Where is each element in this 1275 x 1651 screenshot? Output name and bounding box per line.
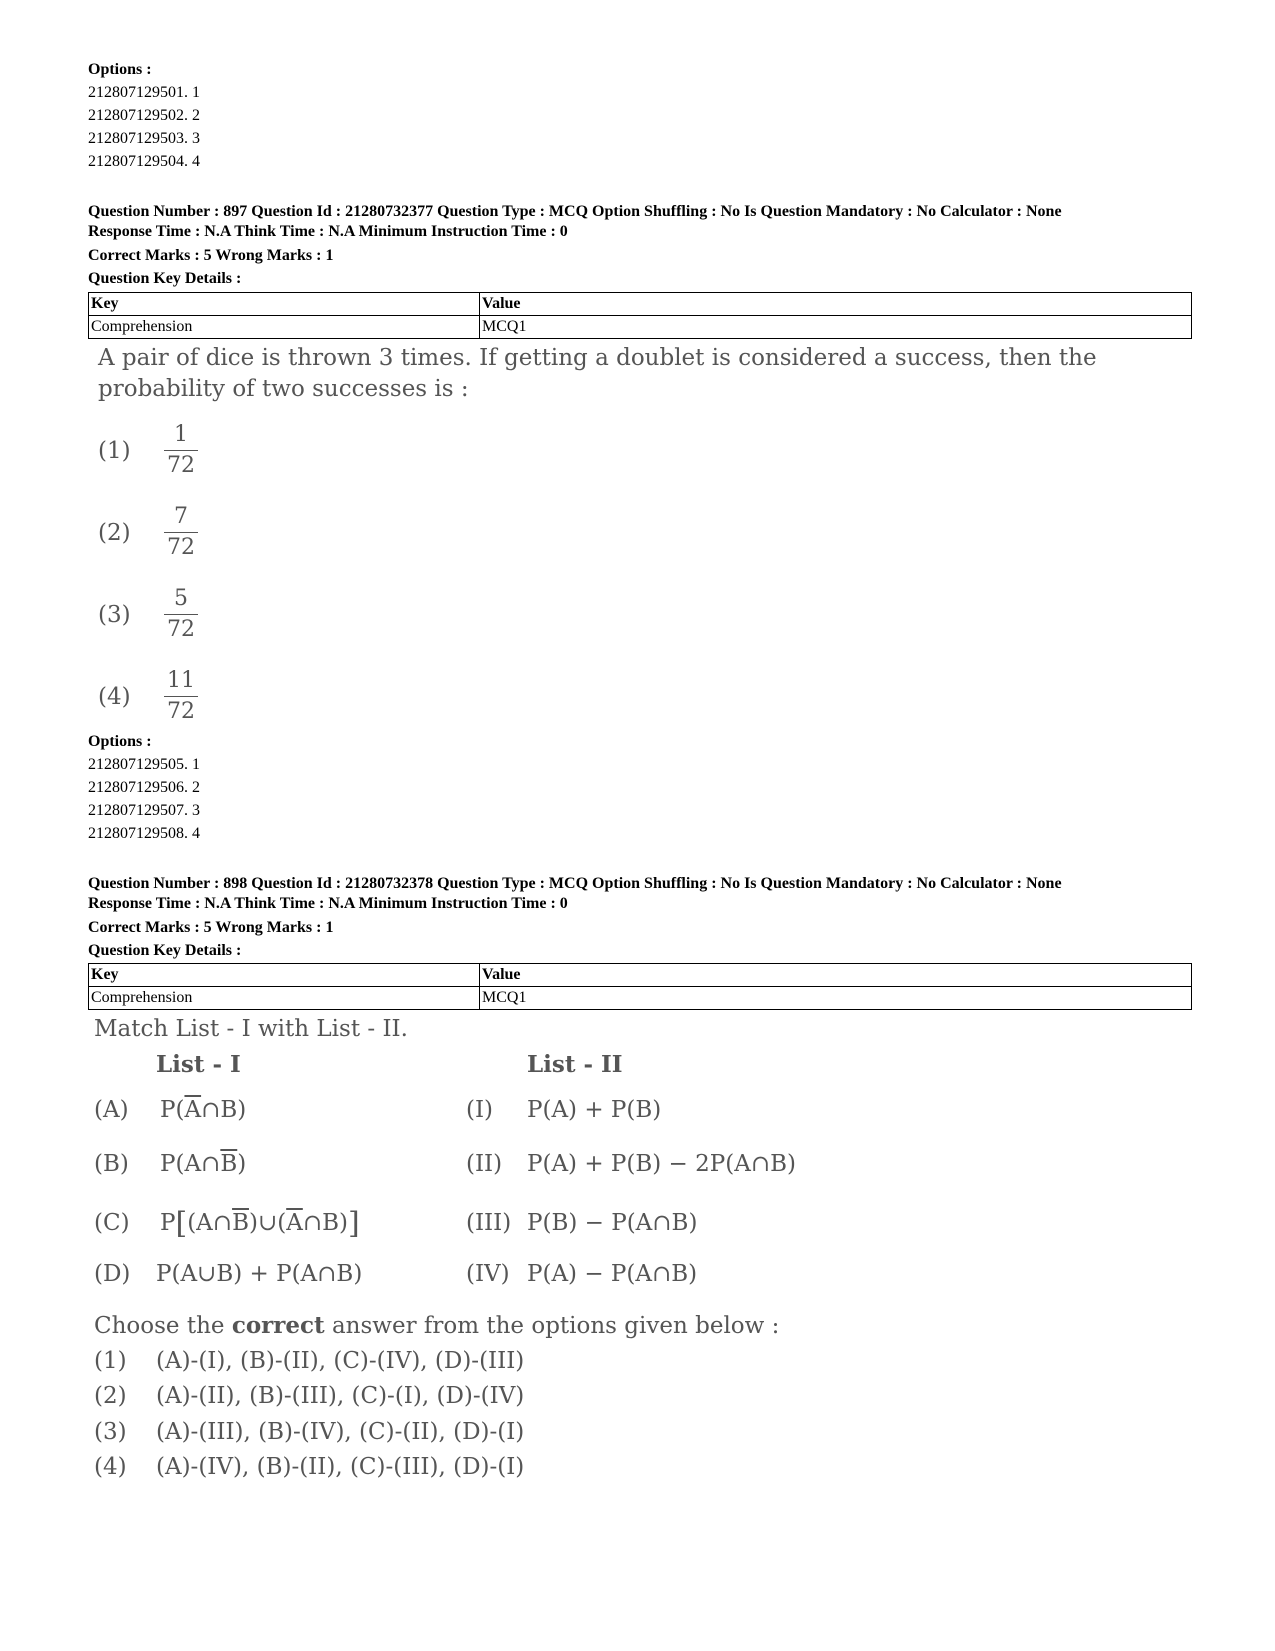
expr-d: P(A∪B) + P(A∩B) [156,1261,363,1287]
choose-post: answer from the options given below : [324,1313,780,1339]
q897-meta-line2: Response Time : N.A Think Time : N.A Minimum Instruction Time : 0 [88,223,568,240]
denominator: 72 [167,617,195,642]
expr-ii: P(A) + P(B) − 2P(A∩B) [527,1151,796,1177]
value-cell: MCQ1 [480,987,1192,1010]
option-line: 212807129502. 2 [88,107,200,124]
q898-marks-block [88,916,333,962]
answer-text: (A)-(III), (B)-(IV), (C)-(II), (D)-(I) [156,1419,525,1445]
expr-b: $P(A\cap\overline{B})$ [160,1151,247,1177]
row-label-d: (D) [94,1261,131,1287]
value-header: Value [480,293,1192,316]
fraction [164,586,198,643]
fraction [164,504,198,561]
expr-iii: P(B) − P(A∩B) [527,1210,698,1236]
row-label-a: (A) [94,1097,129,1123]
row-label-iii: (III) [466,1210,512,1236]
top-options [88,58,200,173]
answer-text: (A)-(II), (B)-(III), (C)-(I), (D)-(IV) [156,1383,525,1409]
choice-number: (1) [98,438,131,464]
answer-text: (A)-(I), (B)-(II), (C)-(IV), (D)-(III) [156,1348,525,1374]
q898-meta-line1: Question Number : 898 Question Id : 21280732378 Question Type : MCQ Option Shuffling : No Is Question Mandatory : No Calculator : None [88,875,1062,892]
q898-key-table [88,963,1192,1010]
options-heading: Options : [88,61,152,78]
key-cell: Comprehension [89,987,480,1010]
q898-meta-line2: Response Time : N.A Think Time : N.A Minimum Instruction Time : 0 [88,895,568,912]
key-header: Key [89,964,480,987]
expr-i: P(A) + P(B) [527,1097,662,1123]
q897-marks-block [88,244,333,290]
option-line: 212807129503. 3 [88,130,200,147]
answer-text: (A)-(IV), (B)-(II), (C)-(III), (D)-(I) [156,1454,525,1480]
q897-meta-line1: Question Number : 897 Question Id : 21280732377 Question Type : MCQ Option Shuffling : No Is Question Mandatory : No Calculator : None [88,203,1062,220]
expr-c: $P[(A\cap\overline{B})\cup(\overline{A}\cap B)]$ [160,1206,360,1241]
choice-number: (2) [98,520,131,546]
expr-a: $P(\overline{A}\cap B)$ [160,1097,247,1123]
q897-options [88,730,200,845]
answer-number: (4) [94,1454,127,1480]
numerator: 5 [174,586,188,611]
q897-marks: Correct Marks : 5 Wrong Marks : 1 [88,247,334,264]
row-label-ii: (II) [466,1151,503,1177]
choice-number: (3) [98,602,131,628]
value-cell: MCQ1 [480,316,1192,339]
option-line: 212807129504. 4 [88,153,200,170]
q898-marks: Correct Marks : 5 Wrong Marks : 1 [88,919,334,936]
choose-instruction [94,1312,779,1339]
answer-number: (1) [94,1348,127,1374]
list2-title: List - II [527,1051,623,1078]
option-line: 212807129506. 2 [88,779,200,796]
options-heading: Options : [88,733,152,750]
q897-key-details: Question Key Details : [88,270,242,287]
choose-pre: Choose the [94,1313,232,1339]
q897-key-table [88,292,1192,339]
choice-number: (4) [98,684,131,710]
denominator: 72 [167,699,195,724]
answer-number: (3) [94,1419,127,1445]
option-line: 212807129501. 1 [88,84,200,101]
list1-title: List - I [156,1051,241,1078]
key-header: Key [89,293,480,316]
row-label-iv: (IV) [466,1261,510,1287]
q897-question-text: A pair of dice is thrown 3 times. If getting a doublet is considered a success, then the probability of two successes is : [98,345,1097,402]
fraction [164,668,198,725]
numerator: 7 [174,504,188,529]
numerator: 11 [167,668,195,693]
option-line: 212807129507. 3 [88,802,200,819]
row-label-b: (B) [94,1151,129,1177]
answer-number: (2) [94,1383,127,1409]
row-label-i: (I) [466,1097,494,1123]
key-cell: Comprehension [89,316,480,339]
choose-bold: correct [231,1312,325,1339]
fraction [164,422,198,479]
q898-key-details: Question Key Details : [88,942,242,959]
q898-intro: Match List - I with List - II. [94,1016,408,1042]
expr-iv: P(A) − P(A∩B) [527,1261,698,1287]
value-header: Value [480,964,1192,987]
option-line: 212807129505. 1 [88,756,200,773]
option-line: 212807129508. 4 [88,825,200,842]
row-label-c: (C) [94,1210,130,1236]
q897-meta [88,202,1062,242]
numerator: 1 [174,422,188,447]
denominator: 72 [167,453,195,478]
q898-meta [88,874,1062,914]
denominator: 72 [167,535,195,560]
